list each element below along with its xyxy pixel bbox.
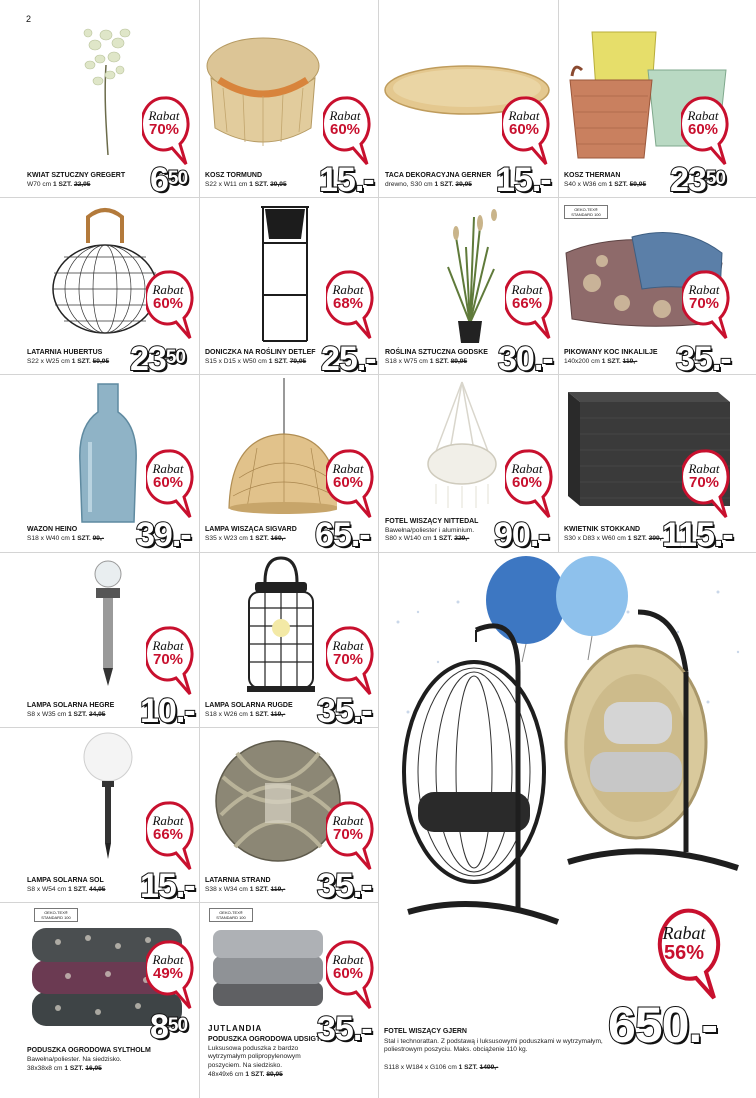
- product-name: LAMPA SOLARNA SOL: [27, 877, 104, 884]
- discount-badge: Rabat 56%: [654, 908, 734, 1000]
- oeko-tex-label: OEKO-TEX® STANDARD 100: [34, 908, 78, 922]
- sale-price: $6^{50}$: [150, 161, 188, 197]
- product-dims: S18 x W40 cm 1 SZT. 99,-: [27, 535, 104, 542]
- product-dims: S8 x W54 cm 1 SZT. 44,95: [27, 886, 106, 893]
- sale-price: 39.-: [136, 516, 191, 552]
- sale-price: 650.-: [608, 997, 717, 1053]
- old-price: 39,95: [270, 181, 287, 188]
- product-dims: 140x200 cm 1 SZT. 119,-: [564, 358, 638, 365]
- discount-badge: Rabat 60%: [502, 96, 560, 166]
- product-dims: S118 x W184 x G106 cm 1 SZT. 1499,-: [384, 1064, 499, 1071]
- product-dims: S35 x W23 cm 1 SZT. 169,-: [205, 535, 286, 542]
- product-name: ROŚLINA SZTUCZNA GODSKE: [385, 349, 488, 356]
- artificial-plant-icon: [436, 207, 506, 347]
- globe-lamp-icon: [80, 731, 136, 861]
- product-name: WAZON HEINO: [27, 526, 78, 533]
- old-price: 1499,-: [479, 1064, 499, 1071]
- product-dims: W70 cm 1 SZT. 22,95: [27, 181, 91, 188]
- discount-badge: Rabat 70%: [146, 626, 204, 696]
- discount-badge: Rabat 60%: [146, 270, 204, 340]
- discount-badge: Rabat 70%: [326, 626, 384, 696]
- old-price: 59,95: [629, 181, 647, 188]
- product-name: DONICZKA NA ROŚLINY DETLEF: [205, 349, 316, 356]
- discount-badge: Rabat 60%: [505, 449, 563, 519]
- discount-badge: Rabat 66%: [505, 270, 563, 340]
- sale-price: 65.-: [315, 516, 370, 552]
- product-desc: Bawełna/poliester i aluminium.: [385, 527, 475, 534]
- sale-price: 90.-: [494, 516, 549, 552]
- product-name: PODUSZKA OGRODOWA UDSIGTEN: [208, 1036, 330, 1043]
- product-dims: S18 x W26 cm 1 SZT. 119,-: [205, 711, 286, 718]
- product-name: LATARNIA STRAND: [205, 877, 271, 884]
- product-name: PODUSZKA OGRODOWA SYLTHOLM: [27, 1047, 151, 1054]
- plant-stand-icon: [255, 203, 315, 343]
- wicker-lantern-icon: [213, 737, 343, 867]
- discount-badge: Rabat 70%: [682, 449, 740, 519]
- sale-price: $23^{50}$: [670, 161, 725, 197]
- grey-cushion-icon: [209, 926, 329, 1012]
- sale-price: 35.-: [317, 867, 372, 902]
- sale-price: 15.-: [496, 161, 551, 197]
- old-price: 99,-: [92, 535, 104, 542]
- product-dims: 48x49x6 cm 1 SZT. 89,95: [208, 1071, 283, 1078]
- pendant-lamp-icon: [227, 378, 337, 518]
- product-name: LAMPA SOLARNA RUGDE: [205, 702, 293, 709]
- product-desc: Stal i technorattan. Z podstawą i luksusowymi poduszkami w wytrzymałym, poliestrowym poszyciu. Maks. obciążenie 110 kg.: [384, 1038, 603, 1054]
- discount-badge: Rabat 49%: [146, 940, 204, 1010]
- hanging-chair-icon: [424, 380, 500, 510]
- brand-logo: JUTLANDIA: [208, 1024, 263, 1033]
- discount-badge: Rabat 68%: [326, 270, 384, 340]
- product-dims: S22 x W11 cm 1 SZT. 39,95: [205, 181, 287, 188]
- discount-badge: Rabat 60%: [323, 96, 381, 166]
- product-name: LAMPA WISZĄCA SIGVARD: [205, 526, 297, 533]
- discount-badge: Rabat 70%: [142, 96, 200, 166]
- old-price: 22,95: [73, 181, 91, 188]
- product-name: TACA DEKORACYJNA GERNER: [385, 172, 492, 179]
- product-name: FOTEL WISZĄCY GJERN: [384, 1028, 467, 1035]
- product-desc: Bawełna/poliester. Na siedzisko.: [27, 1056, 122, 1063]
- old-price: 89,95: [266, 1071, 283, 1078]
- product-dims: S8 x W35 cm 1 SZT. 34,95: [27, 711, 106, 718]
- sale-price: 35.-: [676, 340, 731, 374]
- old-price: 39,95: [455, 181, 472, 188]
- old-price: 34,95: [88, 711, 106, 718]
- basket-icon: [203, 28, 323, 153]
- product-dims: S15 x D15 x W50 cm 1 SZT. 79,95: [205, 358, 307, 365]
- solar-lantern-icon: [241, 556, 321, 696]
- discount-badge: Rabat 60%: [146, 449, 204, 519]
- product-dims: S18 x W75 cm 1 SZT. 89,95: [385, 358, 468, 365]
- sale-price: 115.-: [662, 516, 733, 552]
- discount-badge: Rabat 60%: [326, 449, 384, 519]
- discount-badge: Rabat 66%: [146, 801, 204, 871]
- page-number: 2: [26, 14, 32, 24]
- product-name: PIKOWANY KOC INKALILJE: [564, 349, 658, 356]
- old-price: 16,95: [85, 1065, 102, 1072]
- old-price: 119,-: [270, 711, 286, 718]
- product-dims: S80 x W140 cm 1 SZT. 229,-: [385, 535, 470, 542]
- product-desc: Luksusowa poduszka z bardzo wytrzymałym polipropylenowym poszyciem. Na siedzisko.: [208, 1045, 301, 1069]
- old-price: 119,-: [270, 886, 286, 893]
- sale-price: 30.-: [498, 340, 553, 374]
- product-dims: S40 x W36 cm 1 SZT. 59,95: [564, 181, 647, 188]
- old-price: 229,-: [454, 535, 470, 542]
- product-dims: S30 x D83 x W60 cm 1 SZT. 399,-: [564, 535, 664, 542]
- solar-lamp-icon: [88, 558, 128, 688]
- product-dims: 38x38x8 cm 1 SZT. 16,95: [27, 1065, 102, 1072]
- old-price: 79,95: [289, 358, 307, 365]
- sale-price: 25.-: [321, 340, 376, 374]
- discount-badge: Rabat 70%: [682, 270, 740, 340]
- old-price: 44,95: [88, 886, 106, 893]
- product-name: KWIAT SZTUCZNY GREGERT: [27, 172, 126, 179]
- product-card-fotel-gjern[interactable]: [378, 552, 756, 1098]
- sale-price: 10.-: [140, 692, 195, 727]
- discount-badge: Rabat 70%: [326, 801, 384, 871]
- discount-badge: Rabat 60%: [681, 96, 739, 166]
- sale-price: 15.-: [140, 867, 195, 902]
- discount-badge: Rabat 60%: [326, 940, 384, 1010]
- product-dims: drewno, S30 cm 1 SZT. 39,95: [385, 181, 472, 188]
- product-dims: S22 x W25 cm 1 SZT. 59,95: [27, 358, 110, 365]
- sale-price: 15.-: [319, 161, 374, 197]
- oeko-tex-label: OEKO-TEX® STANDARD 100: [209, 908, 253, 922]
- sale-price: 35.-: [317, 1010, 372, 1048]
- product-dims: S38 x W34 cm 1 SZT. 119,-: [205, 886, 286, 893]
- oeko-tex-label: OEKO-TEX® STANDARD 100: [564, 205, 608, 219]
- lantern-icon: [50, 203, 160, 338]
- old-price: 89,95: [450, 358, 468, 365]
- old-price: 169,-: [270, 535, 286, 542]
- sale-price: $8^{50}$: [150, 1008, 188, 1046]
- product-name: LAMPA SOLARNA HEGRE: [27, 702, 115, 709]
- old-price: 399,-: [648, 535, 664, 542]
- artificial-flower-icon: [70, 25, 140, 160]
- old-price: 59,95: [92, 358, 110, 365]
- product-name: KOSZ TORMUND: [205, 172, 263, 179]
- vase-icon: [76, 382, 140, 524]
- product-name: LATARNIA HUBERTUS: [27, 349, 103, 356]
- product-name: KWIETNIK STOKKAND: [564, 526, 641, 533]
- product-name: KOSZ THERMAN: [564, 172, 621, 179]
- product-name: FOTEL WISZĄCY NITTEDAL: [385, 518, 479, 525]
- old-price: 119,-: [622, 358, 638, 365]
- sale-price: $23^{50}$: [130, 340, 185, 374]
- sale-price: 35.-: [317, 692, 372, 727]
